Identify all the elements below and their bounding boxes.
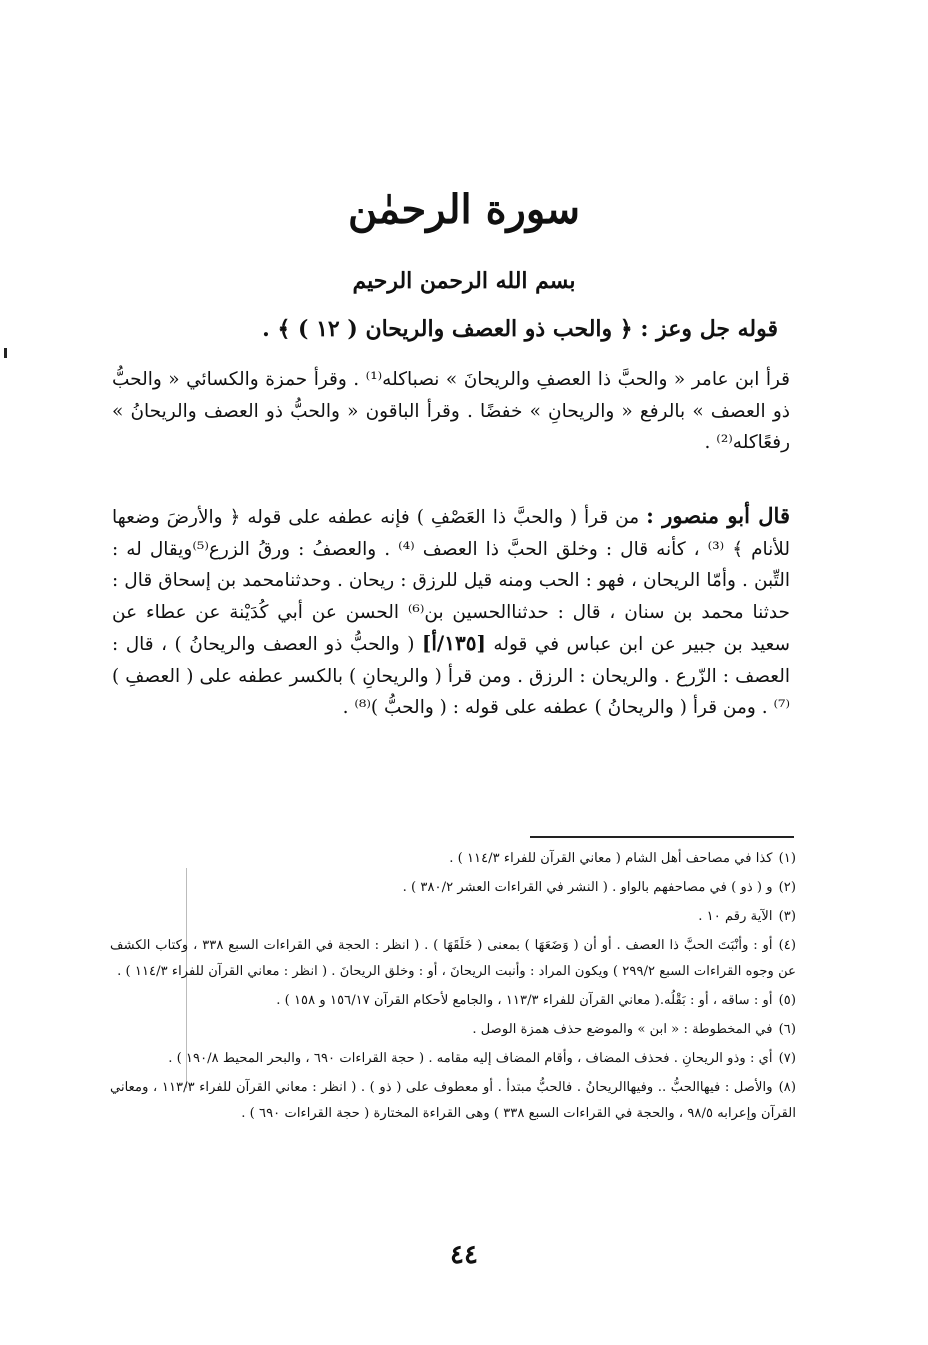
footnote-text: في المخطوطة : « ابن » والموضع حذف همزة الوصل . [472,1022,773,1037]
commentary-paragraph [112,500,790,724]
footnote-text: كذا في مصاحف أهل الشام ( معاني القرآن للفراء ١١٤/٣ ) . [449,851,773,866]
footnote-text: و ( ذو ) في مصاحفهم بالواو . ( النشر في القراءات العشر ٣٨٠/٢ ) . [402,880,773,895]
footnote-number: (١) [778,851,796,866]
commentary-lead: قال أبو منصور : [646,503,790,528]
footnote [110,875,796,901]
footnote [110,904,796,930]
footnote-number: (٤) [778,938,796,953]
manuscript-folio-ref: [١٣٥/أ] [421,631,486,655]
footnote-number: (٨) [778,1080,797,1095]
footnote-text: والأصل : فيهاالحبُّ .. وفيهاالريحانُ . فالحبُّ مبتدأ . أو معطوف على ( ذو ) . ( انظر : معاني القرآن للفراء ١١٣/٣ ، ومعاني القرآن وإعرابه ٩٨/٥ ، والحجة في القراءات السبع ٣٣٨ ) وهى القراءة المختارة ( حجة القراءات ٦٩٠ ) . [110,1080,796,1121]
footnote-text: أو : ساقه ، أو : بَقْلُه.( معاني القرآن للفراء ١١٣/٣ ، والجامع لأحكام القرآن ١٥٦/١٧ و ١٥٨ ) . [276,993,773,1008]
footnote [110,1075,796,1127]
basmala-heading: بسم الله الرحمن الرحيم [352,268,576,294]
footnote-number: (٥) [778,993,796,1008]
footnote-number: (٧) [778,1051,796,1066]
surah-title: سورة الرحمٰن [347,186,581,233]
footnote-text: أو : وأنْبَتَ الحبَّ ذا العصف . أو أن ( وَضَعَهَا ) بمعنى ( خَلَقَهَا ) . ( انظر : الحجة في القراءات السبع ٣٣٨ ، وكتاب الكشف عن وجوه القراءات السبع ٢٩٩/٢ ) ويكون المراد : وأنبت الريحانَ ، أو : وخلق الريحانَ . ( انظر : معاني القرآن للفراء ١١٤/٣ ) . [110,938,796,979]
footnote-separator [530,836,794,838]
footnotes [110,846,796,1130]
footnote-text: أي : وذو الريحانِ . فحذف المضاف ، وأقام المضاف إليه مقامه . ( حجة القراءات ٦٩٠ ، والبحر المحيط ١٩٠/٨ ) . [168,1051,773,1066]
footnote [110,933,796,985]
verse-heading [150,312,778,346]
scan-artifact [4,348,7,358]
footnote-number: (٢) [778,880,796,895]
commentary-text-2: ( والحبُّ ذو العصف والريحانُ ) ، قال : العصف : الزّرع . والريحان : الرزق . ومن قرأ ( والريحانِ ) بالكسر عطفه على ( العصفِ )⁽⁷⁾ . ومن قرأ ( والريحانُ ) عطفه على قوله : ( والحبُّ )⁽⁸⁾ . [112,634,790,718]
footnote [110,988,796,1014]
footnote-number: (٦) [778,1022,796,1037]
commentary-text-1: من قرأ ( والحبَّ ذا العَصْفِ ) فإنه عطفه على قوله ﴿ والأرضَ وضعها للأنام ﴾ ⁽³⁾ ، كأنه قال : وخلق الحبَّ ذا العصف ⁽⁴⁾ . والعصفُ : ورقُ الزرع⁽⁵⁾ويقال له : التِّبن . وأمّا الريحان ، فهو : الحب ومنه قيل للرزق : ريحان . وحدثنامحمد بن إسحاق قال : حدثنا محمد بن سنان ، قال : حدثناالحسين بن⁽⁶⁾ الحسن عن أبي كُدَيْنة عن عطاء عن سعيد بن جبير عن ابن عباس في قوله [112,507,790,655]
verse-heading-end: . [262,316,270,342]
readings-paragraph: قرأ ابن عامر « والحبَّ ذا العصفِ والريحانَ » نصباكله⁽¹⁾ . وقرأ حمزة والكسائي « والحبُّ ذو العصف » بالرفع « والريحانِ » خفضًا . وقرأ الباقون « والحبُّ ذو العصف والريحانُ » رفعًاكله⁽²⁾ . [112,369,791,453]
footnote-text: الآية رقم ١٠ . [698,909,773,924]
page-number: ٤٤ [450,1240,478,1270]
verse-heading-lead: قوله جل وعز : [640,316,778,342]
verse-quote: ﴿ والحب ذو العصف والريحان ( ١٢ ) ﴾ [277,316,633,342]
footnote [110,1046,796,1072]
footnote-number: (٣) [778,909,796,924]
footnote [110,1017,796,1043]
footnote [110,846,796,872]
